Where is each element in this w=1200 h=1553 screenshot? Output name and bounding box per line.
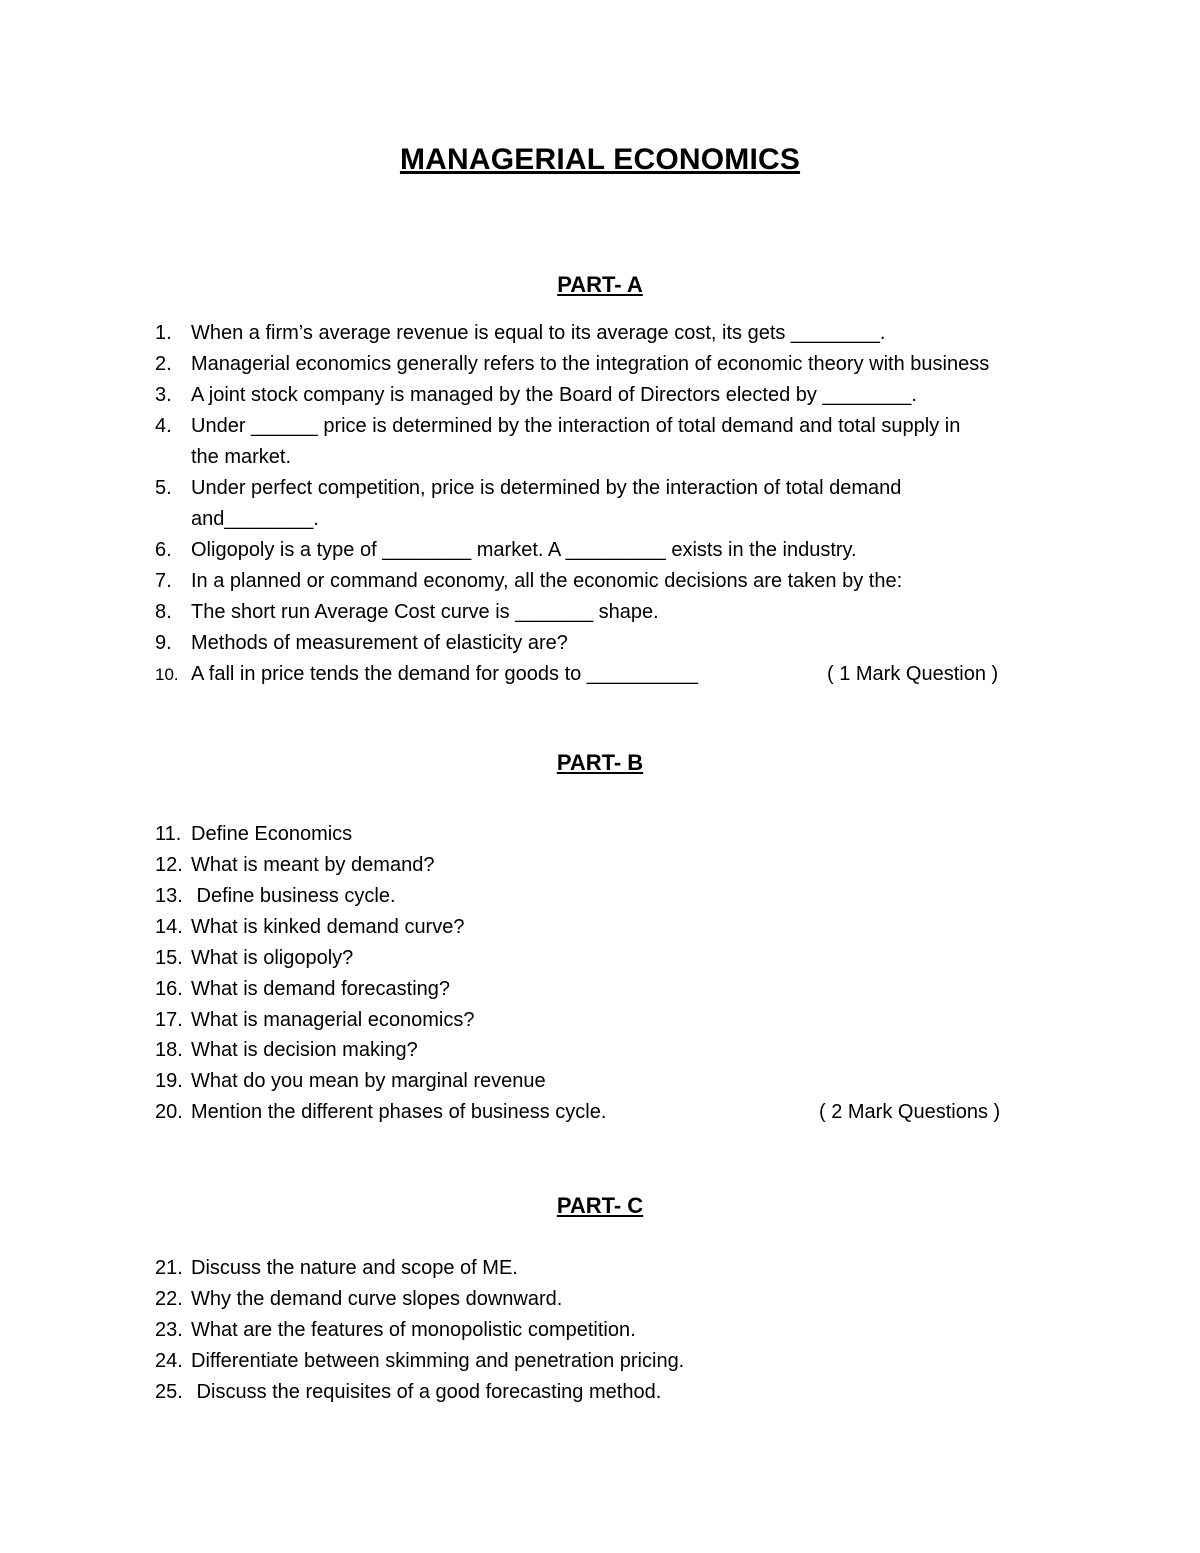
question-text: What are the features of monopolistic competition.	[191, 1319, 636, 1341]
question-text: What is kinked demand curve?	[191, 916, 465, 938]
question-text: In a planned or command economy, all the economic decisions are taken by the:	[191, 570, 903, 592]
question-4-continuation: the market.	[191, 446, 292, 468]
question-number: 4.	[155, 415, 172, 437]
question-number: 23.	[155, 1319, 183, 1341]
question-number: 6.	[155, 539, 172, 561]
question-number: 5.	[155, 477, 172, 499]
question-number: 7.	[155, 570, 172, 592]
question-text: Methods of measurement of elasticity are?	[191, 632, 568, 654]
question-text: Discuss the nature and scope of ME.	[191, 1257, 518, 1279]
part-c-heading: PART- C	[556, 1193, 644, 1218]
page-title: MANAGERIAL ECONOMICS	[399, 143, 801, 176]
question-number: 25.	[155, 1381, 183, 1403]
question-text: When a firm’s average revenue is equal to its average cost, its gets ________.	[191, 322, 886, 344]
question-text: A joint stock company is managed by the Board of Directors elected by ________.	[191, 384, 917, 406]
question-number: 20.	[155, 1101, 183, 1123]
question-text: Oligopoly is a type of ________ market. A _________ exists in the industry.	[191, 539, 857, 561]
question-number: 16.	[155, 978, 183, 1000]
question-number: 10.	[155, 665, 179, 684]
question-number: 19.	[155, 1070, 183, 1092]
question-text: What is managerial economics?	[191, 1009, 475, 1031]
question-text: Why the demand curve slopes downward.	[191, 1288, 563, 1310]
question-number: 21.	[155, 1257, 183, 1279]
question-number: 1.	[155, 322, 172, 344]
question-number: 2.	[155, 353, 172, 375]
question-number: 11.	[155, 823, 182, 845]
part-b-marks: ( 2 Mark Questions )	[819, 1101, 1001, 1123]
part-b-heading: PART- B	[556, 750, 644, 775]
question-text: What is meant by demand?	[191, 854, 435, 876]
question-number: 22.	[155, 1288, 183, 1310]
question-number: 24.	[155, 1350, 183, 1372]
question-number: 9.	[155, 632, 172, 654]
question-5-continuation: and________.	[191, 508, 319, 530]
question-text: What is decision making?	[191, 1039, 418, 1061]
question-text: The short run Average Cost curve is _______ shape.	[191, 601, 659, 623]
question-text: Mention the different phases of business cycle.	[191, 1101, 607, 1123]
question-text: What do you mean by marginal revenue	[191, 1070, 546, 1092]
question-text: Under ______ price is determined by the interaction of total demand and total supply in	[191, 415, 961, 437]
question-text: Define business cycle.	[191, 885, 396, 907]
question-number: 8.	[155, 601, 172, 623]
question-text: Differentiate between skimming and penetration pricing.	[191, 1350, 685, 1372]
question-number: 13.	[155, 885, 183, 907]
part-a-heading: PART- A	[557, 272, 643, 297]
question-text: Discuss the requisites of a good forecasting method.	[191, 1381, 662, 1403]
question-number: 3.	[155, 384, 172, 406]
question-number: 14.	[155, 916, 183, 938]
question-number: 12.	[155, 854, 183, 876]
question-number: 18.	[155, 1039, 183, 1061]
part-a-marks: ( 1 Mark Question )	[827, 663, 999, 685]
question-number: 17.	[155, 1009, 183, 1031]
question-text: Under perfect competition, price is determined by the interaction of total demand	[191, 477, 902, 499]
question-text: A fall in price tends the demand for goods to __________	[191, 663, 699, 685]
question-text: Managerial economics generally refers to the integration of economic theory with business	[191, 353, 990, 375]
question-text: What is demand forecasting?	[191, 978, 451, 1000]
question-text: Define Economics	[191, 823, 353, 845]
question-number: 15.	[155, 947, 183, 969]
question-text: What is oligopoly?	[191, 947, 354, 969]
